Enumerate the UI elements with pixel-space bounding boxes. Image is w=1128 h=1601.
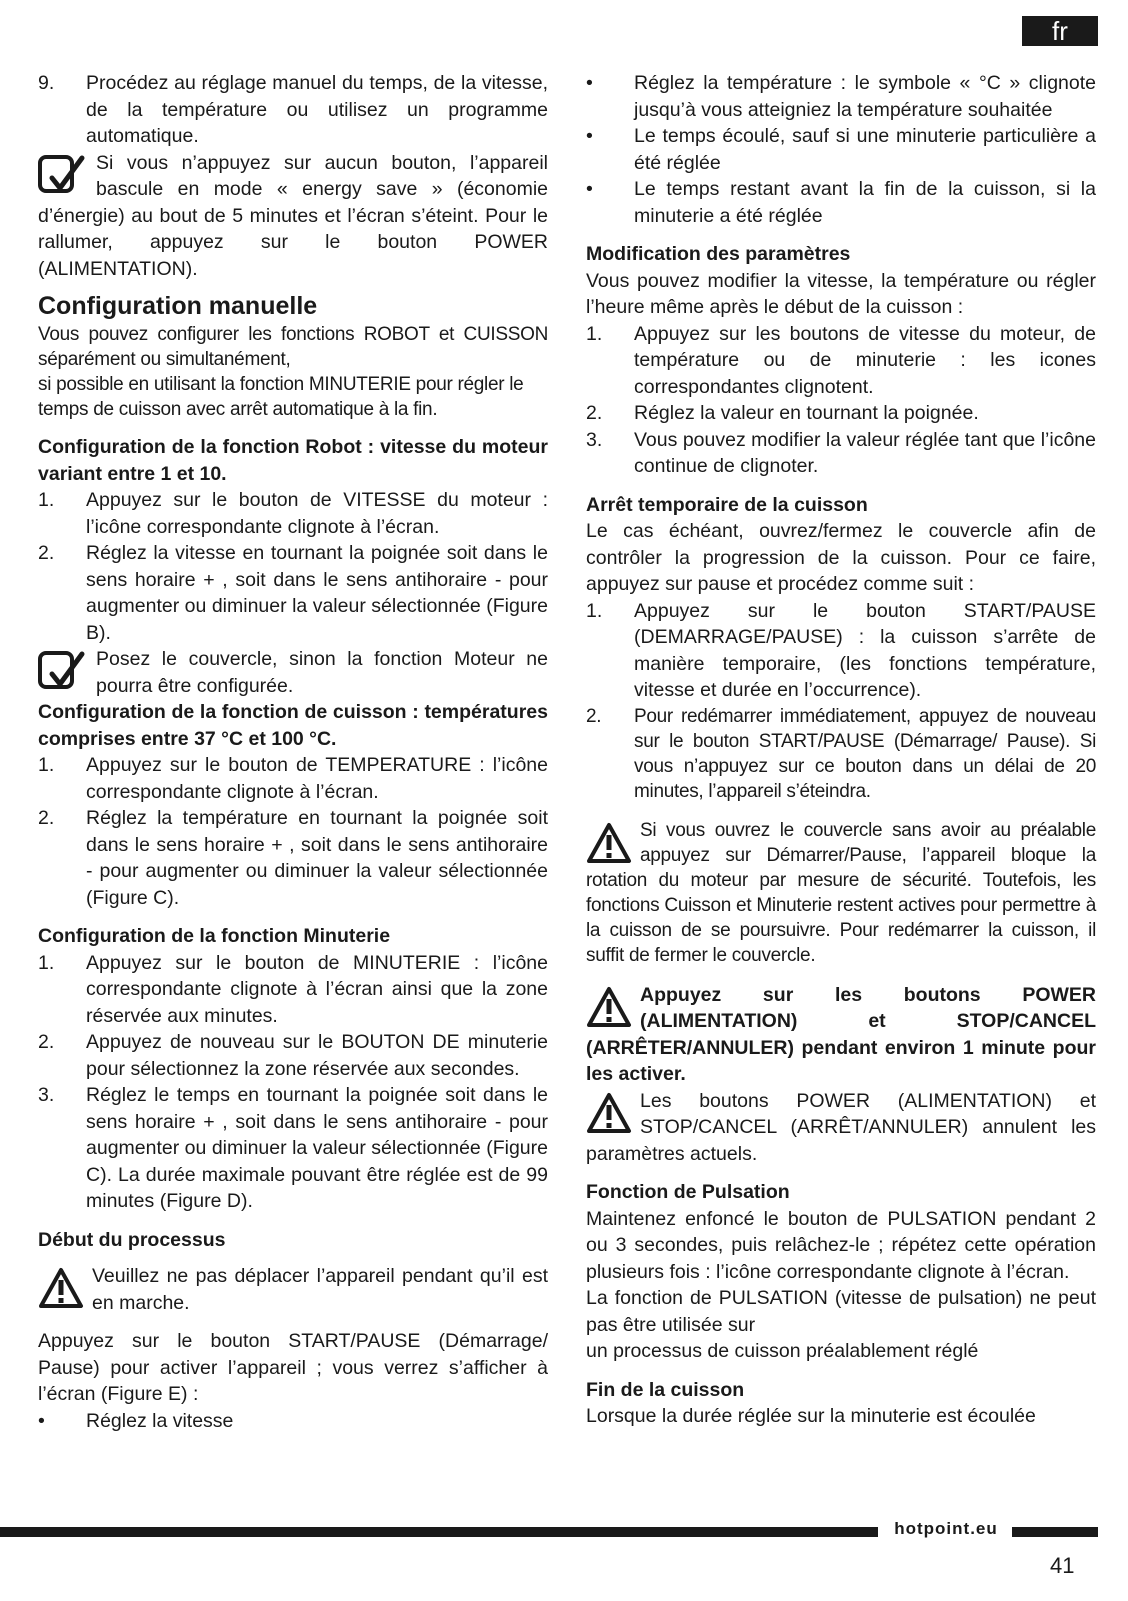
left-column bbox=[38, 70, 548, 1434]
step-text: Pour redémarrer immédiatement, appuyez de nouveau sur le bouton START/PAUSE (Démarrage/ Pause). Si vous n’appuyez sur ce bouton dans un délai de 20 minutes, l’appareil s’éteindra. bbox=[634, 705, 1096, 802]
pulse-title: Fonction de Pulsation bbox=[586, 1181, 790, 1203]
modify-step-3 bbox=[586, 427, 1096, 480]
manual-config-title: Configuration manuelle bbox=[38, 292, 318, 320]
step-number: 9. bbox=[38, 72, 55, 94]
pause-intro: Le cas échéant, ouvrez/fermez le couvercle afin de contrôler la progression de la cuisson. Pour ce faire, appuyez sur pause et procédez comme suit : bbox=[586, 520, 1096, 595]
step-number: 1. bbox=[586, 322, 603, 345]
note-text: Si vous n’appuyez sur aucun bouton, l’appareil bascule en mode « energy save » (économie d’énergie) au bout de 5 minutes et l’écran s’éteint. Pour le rallumer, appuyez sur le bouton POWER (ALIMENTATION). bbox=[38, 151, 548, 280]
step-number: 2. bbox=[38, 807, 55, 829]
warning-icon bbox=[586, 1092, 632, 1134]
step-text: Appuyez sur le bouton de TEMPERATURE : l’icône correspondante clignote à l’écran. bbox=[86, 754, 548, 803]
pulse-text-3: un processus de cuisson préalablement réglé bbox=[586, 1340, 979, 1362]
bullet-text: Le temps écoulé, sauf si une minuterie particulière a été réglée bbox=[634, 125, 1096, 174]
modify-intro: Vous pouvez modifier la vitesse, la température ou régler l’heure même après le début de la cuisson : bbox=[586, 269, 1096, 318]
cancel-warning bbox=[586, 1088, 1096, 1168]
activate-warning bbox=[586, 982, 1096, 1088]
step-text: Appuyez sur les boutons de vitesse du moteur, de température ou de minuterie : les icones correspondantes clignotent. bbox=[634, 322, 1096, 398]
step-number: 2. bbox=[38, 1031, 55, 1053]
robot-step-1 bbox=[38, 487, 548, 540]
bullet-text: Réglez la vitesse bbox=[86, 1409, 234, 1432]
step-text: Réglez la température en tournant la poignée soit dans le sens horaire + , soit dans le sens antihoraire - pour augmenter ou diminuer la valeur sélectionnée (Figure C). bbox=[86, 807, 548, 909]
step-text: Vous pouvez modifier la valeur réglée tant que l’icône continue de clignoter. bbox=[634, 428, 1096, 477]
warning-text: Si vous ouvrez le couvercle sans avoir au préalable appuyez sur Démarrer/Pause, l’appareil bloque la rotation du moteur par mesure de sécurité. Toutefois, les fonctions Cuisson et Minuterie restent actives pour permettre à la cuisson de se poursuivre. Pour redémarrer la cuisson, il suffit de fermer le couvercle. bbox=[586, 819, 1096, 966]
checklist-note-icon bbox=[38, 154, 88, 198]
bullet: • bbox=[38, 1409, 45, 1432]
lid-open-warning bbox=[586, 818, 1096, 968]
pulse-text-2: La fonction de PULSATION (vitesse de pulsation) ne peut pas être utilisée sur bbox=[586, 1287, 1096, 1336]
warning-text: Veuillez ne pas déplacer l’appareil pendant qu’il est en marche. bbox=[92, 1265, 548, 1314]
language-tab: fr bbox=[1022, 16, 1098, 46]
cooking-step-1 bbox=[38, 752, 548, 805]
step-number: 1. bbox=[38, 489, 55, 511]
step-number: 1. bbox=[586, 599, 603, 622]
start-bullet bbox=[38, 1408, 548, 1435]
step-text: Réglez le temps en tournant la poignée soit dans le sens horaire + , soit dans le sens antihoraire - pour augmenter ou diminuer la valeur sélectionnée (Figure C). La durée maximale pouvant être réglée est de 99 minutes (Figure D). bbox=[86, 1084, 548, 1212]
bullet: • bbox=[586, 125, 593, 147]
footer-rule-right bbox=[1012, 1527, 1098, 1537]
pause-step-1 bbox=[586, 598, 1096, 704]
note-text: Posez le couvercle, sinon la fonction Moteur ne pourra être configurée. bbox=[96, 648, 548, 697]
modify-title: Modification des paramètres bbox=[586, 243, 851, 265]
timer-step-2 bbox=[38, 1029, 548, 1082]
step-number: 2. bbox=[586, 402, 603, 424]
pulse-text-1: Maintenez enfoncé le bouton de PULSATION pendant 2 ou 3 secondes, puis relâchez-le ; répétez cette opération plusieurs fois : l’icône correspondante clignote à l’écran. bbox=[586, 1207, 1096, 1283]
modify-step-1 bbox=[586, 321, 1096, 401]
step-text: Procédez au réglage manuel du temps, de la vitesse, de la température ou utilisez un programme automatique. bbox=[86, 72, 548, 147]
step-text: Appuyez sur le bouton de MINUTERIE : l’icône correspondante clignote à l’écran ainsi que la zone réservée aux minutes. bbox=[86, 951, 548, 1027]
bullet-text: Réglez la température : le symbole « °C » clignote jusqu’à vous atteigniez la température souhaitée bbox=[634, 72, 1096, 121]
warning-icon bbox=[586, 822, 632, 864]
step-number: 2. bbox=[38, 542, 55, 564]
display-bullet-3 bbox=[586, 176, 1096, 229]
move-warning bbox=[38, 1263, 548, 1316]
right-column bbox=[586, 70, 1096, 1430]
step-number: 1. bbox=[38, 951, 55, 974]
step-number: 1. bbox=[38, 754, 55, 776]
cooking-step-2 bbox=[38, 805, 548, 911]
brand-url: hotpoint.eu bbox=[894, 1519, 998, 1538]
warning-icon bbox=[38, 1267, 84, 1309]
energy-save-note bbox=[38, 150, 548, 283]
warning-text: Les boutons POWER (ALIMENTATION) et STOP/CANCEL (ARRÊT/ANNULER) annulent les paramètres actuels. bbox=[586, 1089, 1096, 1165]
step-number: 3. bbox=[38, 1084, 55, 1106]
end-title: Fin de la cuisson bbox=[586, 1378, 745, 1401]
step-text: Réglez la vitesse en tournant la poignée soit dans le sens horaire + , soit dans le sens antihoraire - pour augmenter ou diminuer la valeur sélectionnée (Figure B). bbox=[86, 542, 548, 644]
footer-rule-left bbox=[0, 1527, 878, 1537]
bullet: • bbox=[586, 178, 593, 200]
timer-step-1 bbox=[38, 950, 548, 1030]
bullet: • bbox=[586, 72, 593, 94]
warning-icon bbox=[586, 986, 632, 1028]
start-text: Appuyez sur le bouton START/PAUSE (Démarrage/ Pause) pour activer l’appareil ; vous verrez s’afficher à l’écran (Figure E) : bbox=[38, 1330, 548, 1405]
robot-step-2 bbox=[38, 540, 548, 646]
checklist-note-icon bbox=[38, 650, 88, 694]
step-text: Réglez la valeur en tournant la poignée. bbox=[634, 402, 979, 424]
manual-config-intro-1: Vous pouvez configurer les fonctions ROBOT et CUISSON séparément ou simultanément, bbox=[38, 324, 548, 370]
timer-step-3 bbox=[38, 1082, 548, 1215]
step-text: Appuyez sur le bouton de VITESSE du moteur : l’icône correspondante clignote à l’écran. bbox=[86, 489, 548, 538]
pause-step-2 bbox=[586, 704, 1096, 804]
display-bullet-2 bbox=[586, 123, 1096, 176]
bullet-text: Le temps restant avant la fin de la cuisson, si la minuterie a été réglée bbox=[634, 178, 1096, 227]
step-number: 3. bbox=[586, 428, 603, 451]
page-number: 41 bbox=[1050, 1553, 1075, 1578]
warning-text: Appuyez sur les boutons POWER (ALIMENTATION) et STOP/CANCEL (ARRÊTER/ANNULER) pendant environ 1 minute pour les activer. bbox=[586, 983, 1096, 1085]
manual-config-intro-2: si possible en utilisant la fonction MINUTERIE pour régler le temps de cuisson avec arrêt automatique à la fin. bbox=[38, 374, 524, 420]
lid-note bbox=[38, 646, 548, 699]
timer-config-title: Configuration de la fonction Minuterie bbox=[38, 925, 391, 947]
pause-title: Arrêt temporaire de la cuisson bbox=[586, 493, 868, 516]
step-text: Appuyez de nouveau sur le BOUTON DE minuterie pour sélectionnez la zone réservée aux secondes. bbox=[86, 1031, 548, 1080]
cooking-config-title: Configuration de la fonction de cuisson : températures comprises entre 37 °C et 100 °C. bbox=[38, 701, 548, 750]
step-9 bbox=[38, 70, 548, 150]
modify-step-2 bbox=[586, 400, 1096, 427]
display-bullet-1 bbox=[586, 70, 1096, 123]
end-text: Lorsque la durée réglée sur la minuterie est écoulée bbox=[586, 1405, 1036, 1427]
start-process-title: Début du processus bbox=[38, 1228, 226, 1251]
step-text: Appuyez sur le bouton START/PAUSE (DEMARRAGE/PAUSE) : la cuisson s’arrête de manière temporaire, (les fonctions température, vitesse et durée en l’occurrence). bbox=[634, 599, 1096, 701]
step-number: 2. bbox=[586, 705, 602, 727]
robot-config-title: Configuration de la fonction Robot : vitesse du moteur variant entre 1 et 10. bbox=[38, 436, 548, 485]
